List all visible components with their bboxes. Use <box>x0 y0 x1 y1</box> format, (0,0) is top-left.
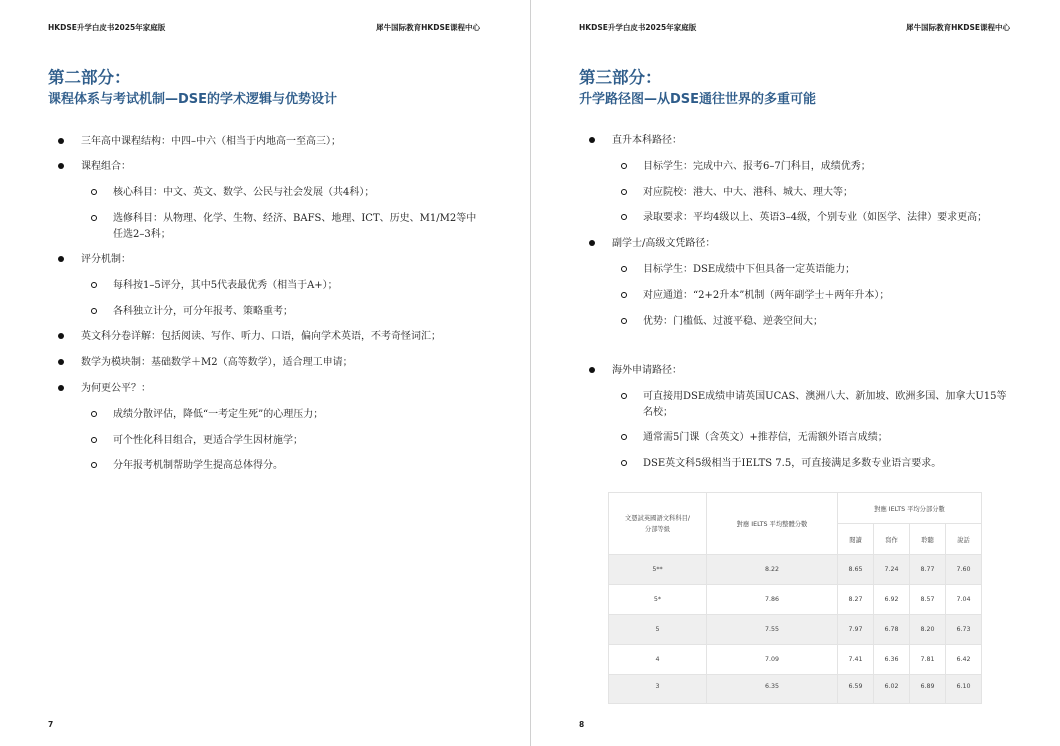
section-title: 第三部分： <box>579 68 662 87</box>
cell-writing: 6.78 <box>874 615 910 645</box>
col-header-overall: 對應 IELTS 平均整體分數 <box>707 493 838 555</box>
cell-listening: 8.77 <box>910 555 946 585</box>
cell-speaking: 7.60 <box>946 555 982 585</box>
cell-overall: 7.86 <box>707 585 838 615</box>
page-number: 7 <box>48 720 54 729</box>
cell-level: 5 <box>609 615 707 645</box>
sub-bullet-item: 分年报考机制帮助学生提高总体得分。 <box>113 458 283 474</box>
cell-level: 3 <box>609 675 707 704</box>
sub-bullet-item: 通常需5门课（含英文）+推荐信，无需额外语言成绩； <box>643 430 888 446</box>
cell-speaking: 6.10 <box>946 675 982 704</box>
sub-bullet-item: 可个性化科目组合，更适合学生因材施学； <box>113 433 303 449</box>
bullet-item: 课程组合： <box>81 159 131 175</box>
sub-bullet-item: DSE英文科5级相当于IELTS 7.5，可直接满足多数专业语言要求。 <box>643 456 941 472</box>
cell-listening: 6.89 <box>910 675 946 704</box>
sub-bullet-item: 录取要求：平均4级以上、英语3–4级，个别专业（如医学、法律）要求更高； <box>643 210 987 226</box>
cell-speaking: 6.73 <box>946 615 982 645</box>
sub-bullet-item: 可直接用DSE成绩申请英国UCAS、澳洲八大、新加坡、欧洲多国、加拿大U15等名校； <box>643 389 1013 421</box>
cell-overall: 8.22 <box>707 555 838 585</box>
cell-listening: 8.20 <box>910 615 946 645</box>
sub-bullet-item: 对应院校：港大、中大、港科、城大、理大等； <box>643 185 853 201</box>
bullet-item: 海外申请路径： <box>612 363 682 379</box>
col-header-subscores: 對應 IELTS 平均分部分數 <box>838 493 982 524</box>
col-header-level: 文憑試英國語文科科目/分部等級 <box>609 493 707 555</box>
cell-overall: 7.55 <box>707 615 838 645</box>
table-row <box>609 645 982 675</box>
bullet-item: 数学为模块制：基础数学＋M2（高等数学），适合理工申请； <box>81 355 353 371</box>
cell-level: 5* <box>609 585 707 615</box>
bullet-item: 评分机制： <box>81 252 131 268</box>
section-title: 第二部分： <box>48 68 131 87</box>
cell-level: 5** <box>609 555 707 585</box>
sub-bullet-item: 目标学生：DSE成绩中下但具备一定英语能力； <box>643 262 855 278</box>
cell-writing: 6.02 <box>874 675 910 704</box>
cell-overall: 7.09 <box>707 645 838 675</box>
col-header-writing: 寫作 <box>874 524 910 555</box>
bullet-item: 为何更公平？： <box>81 381 151 397</box>
ielts-conversion-table <box>608 492 982 704</box>
cell-writing: 6.92 <box>874 585 910 615</box>
section-subtitle: 课程体系与考试机制—DSE的学术逻辑与优势设计 <box>48 92 338 107</box>
table-row <box>609 585 982 615</box>
cell-speaking: 6.42 <box>946 645 982 675</box>
col-header-listening: 聆聽 <box>910 524 946 555</box>
sub-bullet-item: 对应通道：“2+2升本”机制（两年副学士＋两年升本）； <box>643 288 889 304</box>
sub-bullet-item: 目标学生：完成中六、报考6–7门科目，成绩优秀； <box>643 159 871 175</box>
sub-bullet-item: 核心科目：中文、英文、数学、公民与社会发展（共4科）； <box>113 185 374 201</box>
table-row <box>609 555 982 585</box>
bullet-item: 直升本科路径： <box>612 133 682 149</box>
running-header-right: 犀牛国际教育HKDSE课程中心 <box>906 23 1010 32</box>
cell-reading: 6.59 <box>838 675 874 704</box>
running-header-right: 犀牛国际教育HKDSE课程中心 <box>376 23 480 32</box>
col-header-speaking: 說話 <box>946 524 982 555</box>
cell-reading: 7.41 <box>838 645 874 675</box>
cell-listening: 8.57 <box>910 585 946 615</box>
page-number: 8 <box>579 720 585 729</box>
cell-reading: 8.65 <box>838 555 874 585</box>
table-row <box>609 615 982 645</box>
sub-bullet-item: 各科独立计分，可分年报考、策略重考； <box>113 304 293 320</box>
sub-bullet-item: 选修科目：从物理、化学、生物、经济、BAFS、地理、ICT、历史、M1/M2等中任选2–3科； <box>113 211 483 243</box>
bullet-item: 三年高中课程结构：中四–中六（相当于内地高一至高三）； <box>81 134 341 150</box>
running-header-left: HKDSE升学白皮书2025年家庭版 <box>48 23 166 32</box>
cell-overall: 6.35 <box>707 675 838 704</box>
cell-level: 4 <box>609 645 707 675</box>
cell-listening: 7.81 <box>910 645 946 675</box>
section-subtitle: 升学路径图—从DSE通往世界的多重可能 <box>579 92 817 107</box>
running-header-left: HKDSE升学白皮书2025年家庭版 <box>579 23 697 32</box>
sub-bullet-item: 优势：门槛低、过渡平稳、逆袭空间大； <box>643 314 823 330</box>
cell-writing: 7.24 <box>874 555 910 585</box>
bullet-item: 副学士/高级文凭路径： <box>612 236 715 252</box>
sub-bullet-item: 成绩分散评估，降低“一考定生死”的心理压力； <box>113 407 323 423</box>
sub-bullet-item: 每科按1–5评分，其中5代表最优秀（相当于A+）； <box>113 278 338 294</box>
table-row <box>609 675 982 704</box>
bullet-item: 英文科分卷详解：包括阅读、写作、听力、口语，偏向学术英语，不考奇怪词汇； <box>81 329 441 345</box>
cell-reading: 7.97 <box>838 615 874 645</box>
cell-speaking: 7.04 <box>946 585 982 615</box>
cell-writing: 6.36 <box>874 645 910 675</box>
col-header-reading: 閱讀 <box>838 524 874 555</box>
cell-reading: 8.27 <box>838 585 874 615</box>
